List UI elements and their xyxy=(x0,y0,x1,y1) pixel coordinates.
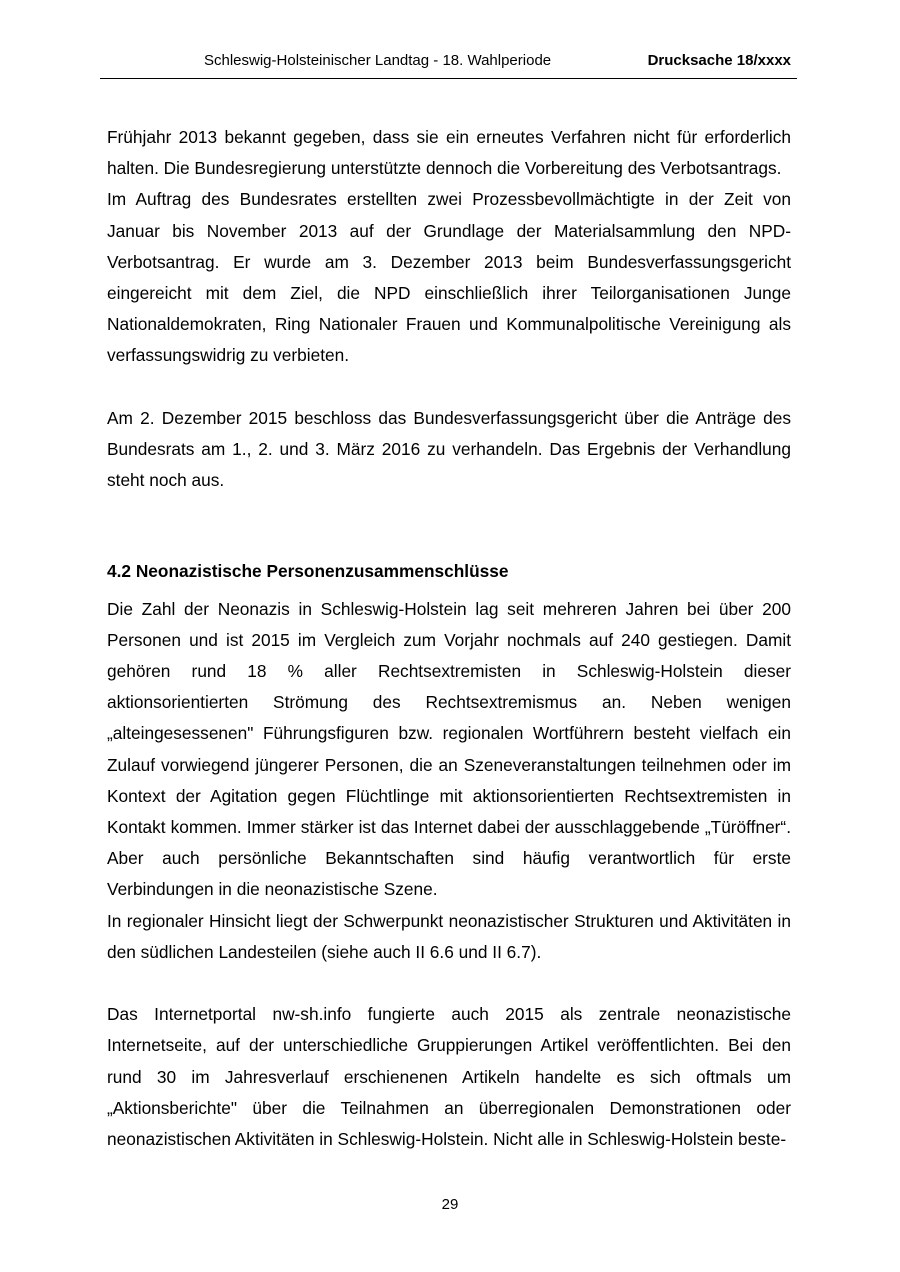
page-header xyxy=(100,52,797,79)
page-number: 29 xyxy=(441,1196,459,1213)
paragraph: In regionaler Hinsicht liegt der Schwerpunkt neonazistischer Strukturen und Aktivitäten in den südlichen Landesteilen (siehe auch II 6.6 und II 6.7). xyxy=(107,910,791,962)
paragraph: Im Auftrag des Bundesrates erstellten zwei Prozessbevollmächtigte in der Zeit von Januar bis November 2013 auf der Grundlage der Materialsammlung den NPD-Verbotsantrag. Er wurde am 3. Dezember 2013 beim Bundesverfassungsgericht eingereicht mit dem Ziel, die NPD einschließlich ihrer Teilorganisationen Junge Nationaldemokraten, Ring Nationaler Frauen und Kommunalpolitische Vereinigung als verfassungswidrig zu verbieten. xyxy=(107,189,791,366)
spacer xyxy=(107,496,791,527)
paragraph: Frühjahr 2013 bekannt gegeben, dass sie ein erneutes Verfahren nicht für erforderlich halten. Die Bundesregierung unterstützte dennoch die Vorbereitung des Verbotsantrags. xyxy=(107,127,791,179)
document-number: Drucksache 18/xxxx xyxy=(647,52,791,69)
spacer xyxy=(107,968,791,999)
paragraph: Am 2. Dezember 2015 beschloss das Bundesverfassungsgericht über die Anträge des Bundesrats am 1., 2. und 3. März 2016 zu verhandeln. Das Ergebnis der Verhandlung steht noch aus. xyxy=(107,407,791,491)
section-heading: 4.2 Neonazistische Personenzusammenschlüsse xyxy=(107,560,509,581)
header-title: Schleswig-Holsteinischer Landtag - 18. Wahlperiode xyxy=(204,52,552,69)
paragraph: Das Internetportal nw-sh.info fungierte auch 2015 als zentrale neonazistische Internetseite, auf der unterschiedliche Gruppierungen Artikel veröffentlichten. Bei den rund 30 im Jahresverlauf erschienenen Artikeln handelte es sich oftmals um „Aktionsberichte" über die Teilnahmen an überregionalen Demonstrationen oder neonazistischen Aktivitäten in Schleswig-Holstein. Nicht alle in Schleswig-Holstein beste- xyxy=(107,1004,791,1150)
spacer xyxy=(107,528,791,556)
paragraph: Die Zahl der Neonazis in Schleswig-Holstein lag seit mehreren Jahren bei über 200 Personen und ist 2015 im Vergleich zum Vorjahr nochmals auf 240 gestiegen. Damit gehören rund 18 % aller Rechtsextremisten in Schleswig-Holstein dieser aktionsorientierten Strömung des Rechtsextremismus an. Neben wenigen „alteingesessenen" Führungsfiguren bzw. regionalen Wortführern besteht vielfach ein Zulauf vorwiegend jüngerer Personen, die an Szeneveranstaltungen teilnehmen oder im Kontext der Agitation gegen Flüchtlinge mit aktionsorientierten Rechtsextremisten in Kontakt kommen. Immer stärker ist das Internet dabei der ausschlaggebende „Türöffner“. Aber auch persönliche Bekanntschaften sind häufig verantwortlich für erste Verbindungen in die neonazistische Szene. xyxy=(107,598,791,900)
spacer xyxy=(107,372,791,403)
main-text xyxy=(107,122,791,1155)
